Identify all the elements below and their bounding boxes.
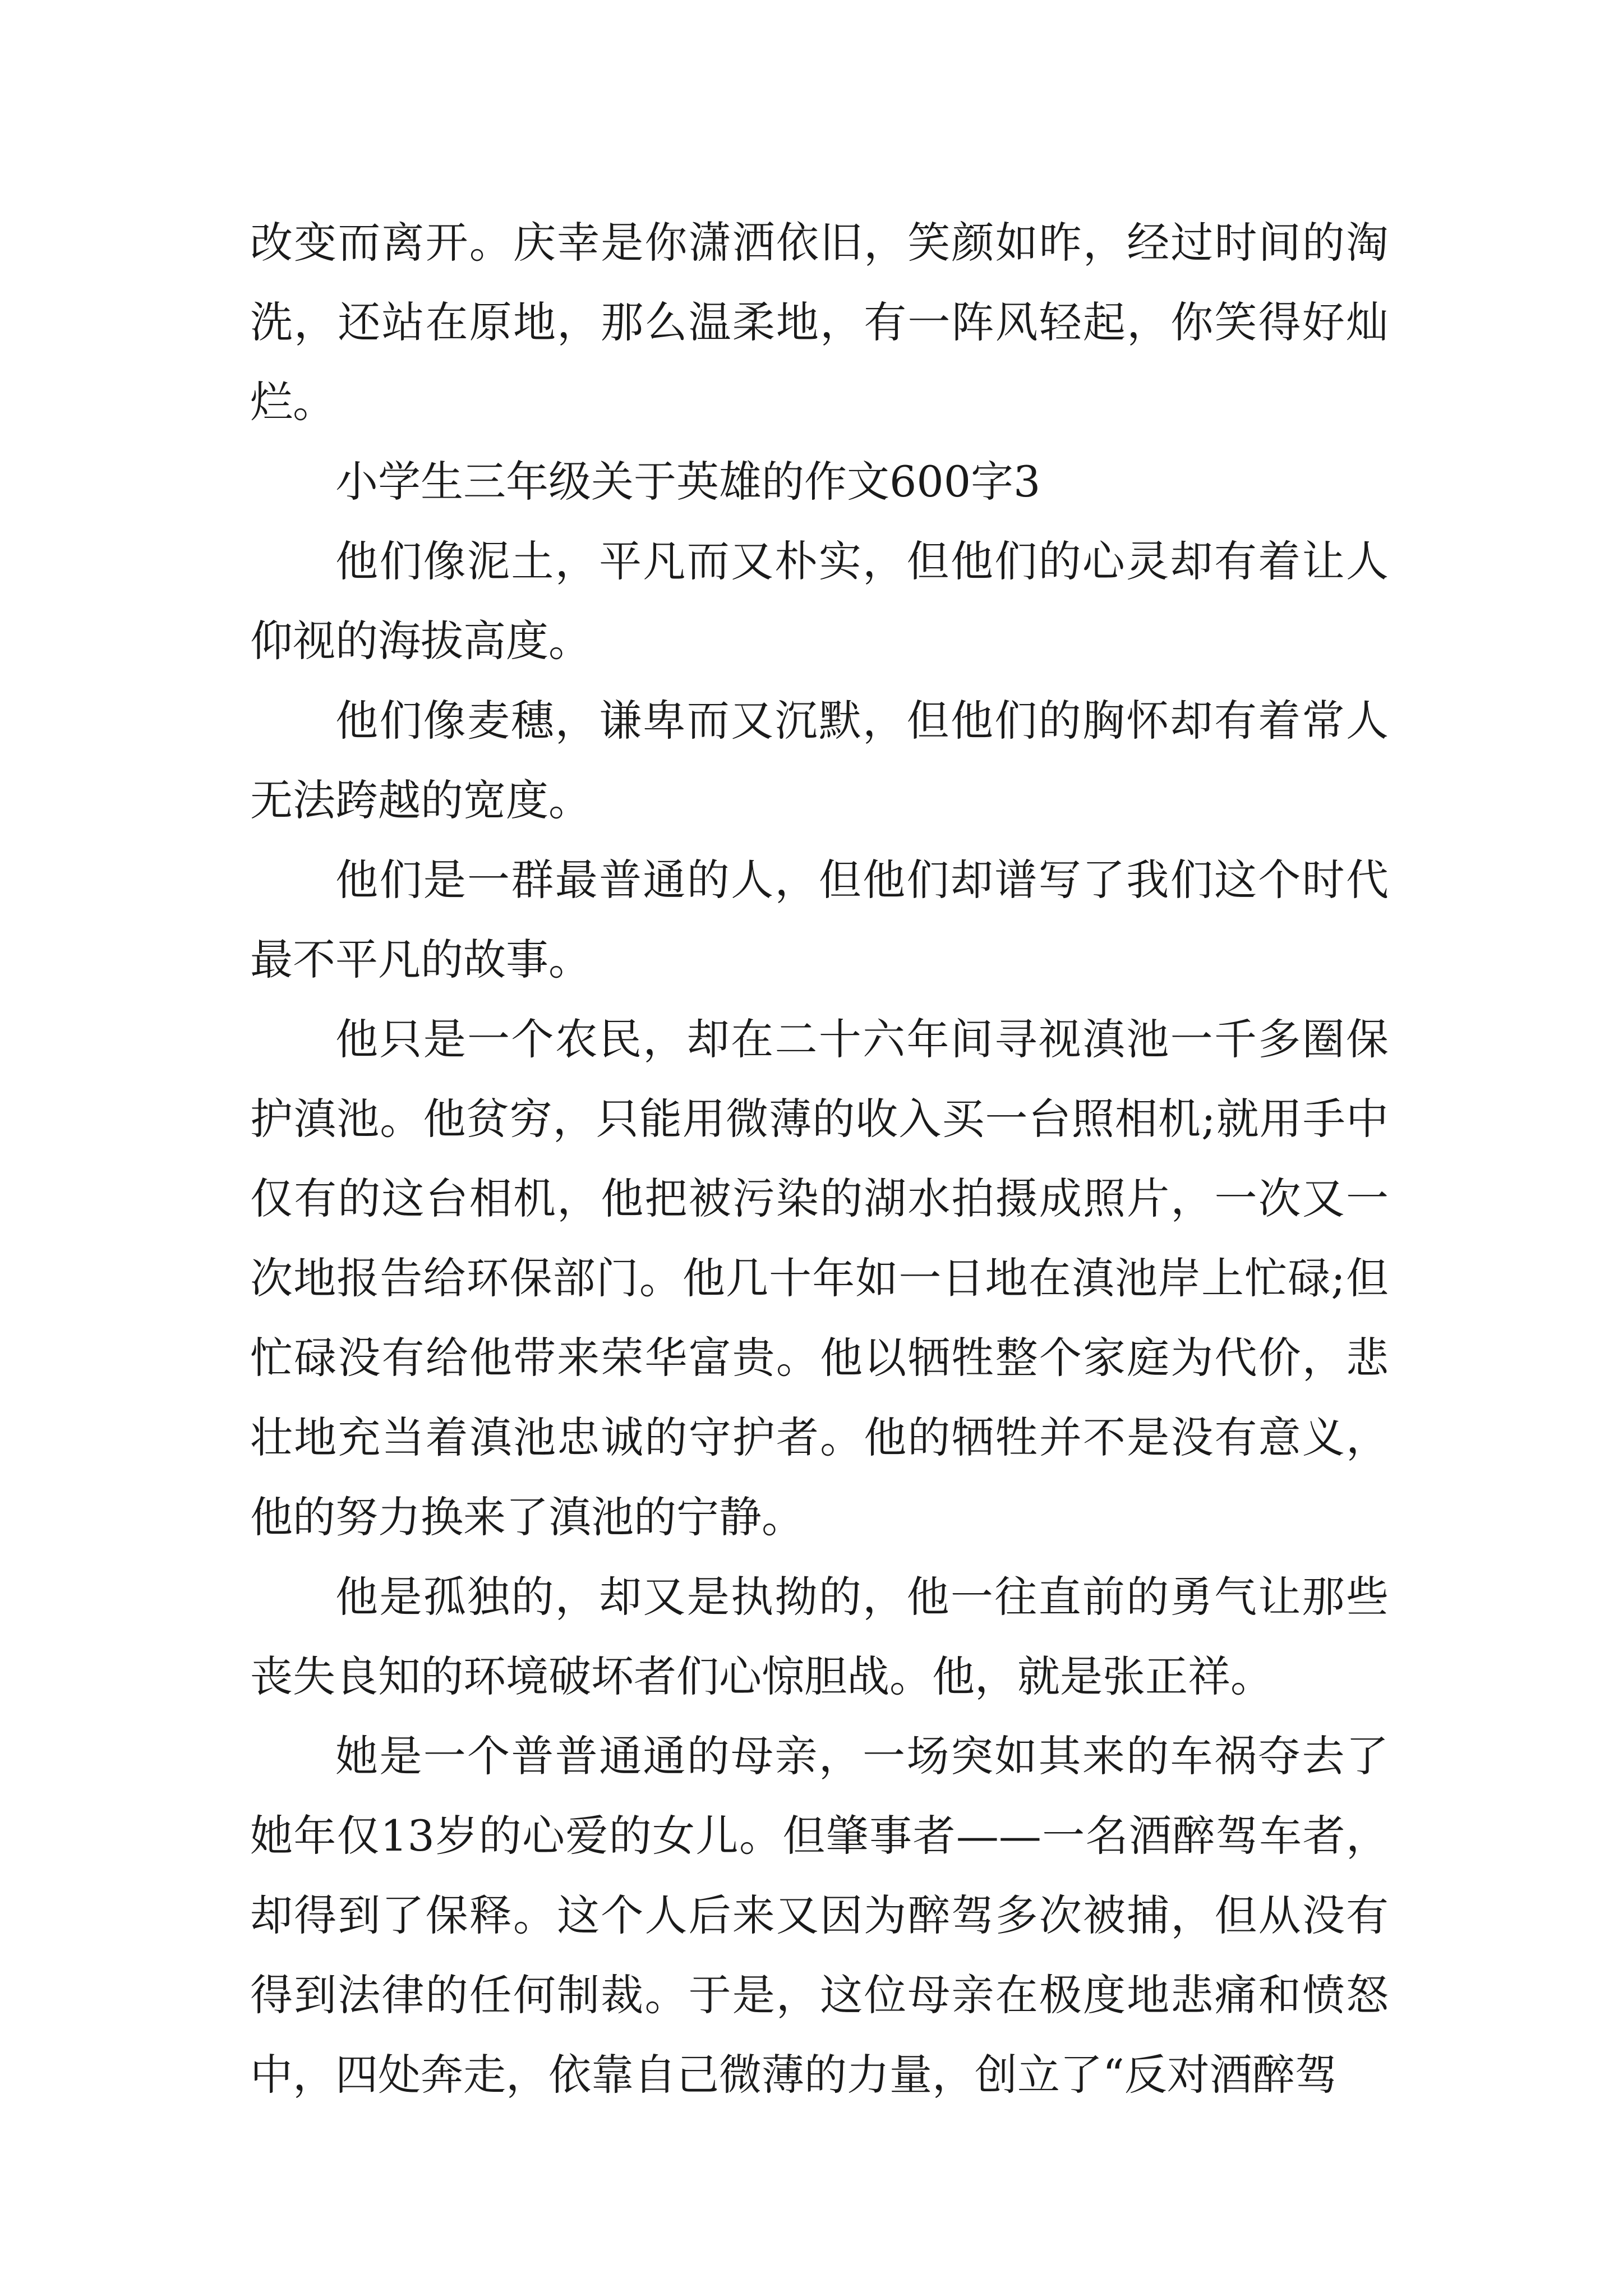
- paragraph: 他只是一个农民，却在二十六年间寻视滇池一千多圈保护滇池。他贫穷，只能用微薄的收入买一台照相机;就用手中仅有的这台相机，他把被污染的湖水拍摄成照片，一次又一次地报告给环保部门。他几十年如一日地在滇池岸上忙碌;但忙碌没有给他带来荣华富贵。他以牺牲整个家庭为代价，悲壮地充当着滇池忠诚的守护者。他的牺牲并不是没有意义，他的努力换来了滇池的宁静。: [250, 1014, 1389, 1542]
- paragraph-continued: 改变而离开。庆幸是你潇洒依旧，笑颜如昨，经过时间的淘洗，还站在原地，那么温柔地，有一阵风轻起，你笑得好灿烂。: [250, 218, 1389, 427]
- paragraph: 他们像泥土，平凡而又朴实，但他们的心灵却有着让人仰视的海拔高度。: [250, 536, 1389, 666]
- essay-body: [250, 203, 1389, 2115]
- paragraph: 他们是一群最普通的人，但他们却谱写了我们这个时代最不平凡的故事。: [250, 855, 1389, 984]
- paragraph: 他是孤独的，却又是执拗的，他一往直前的勇气让那些丧失良知的环境破坏者们心惊胆战。他，就是张正祥。: [250, 1572, 1389, 1701]
- essay-heading: 小学生三年级关于英雄的作文600字3: [335, 457, 1041, 507]
- paragraph: 他们像麦穗，谦卑而又沉默，但他们的胸怀却有着常人无法跨越的宽度。: [250, 696, 1389, 825]
- paragraph: 她是一个普普通通的母亲，一场突如其来的车祸夺去了她年仅13岁的心爱的女儿。但肇事者——一名酒醉驾车者，却得到了保释。这个人后来又因为醉驾多次被捕，但从没有得到法律的任何制裁。于是，这位母亲在极度地悲痛和愤怒中，四处奔走，依靠自己微薄的力量，创立了“反对酒醉驾: [250, 1731, 1389, 2100]
